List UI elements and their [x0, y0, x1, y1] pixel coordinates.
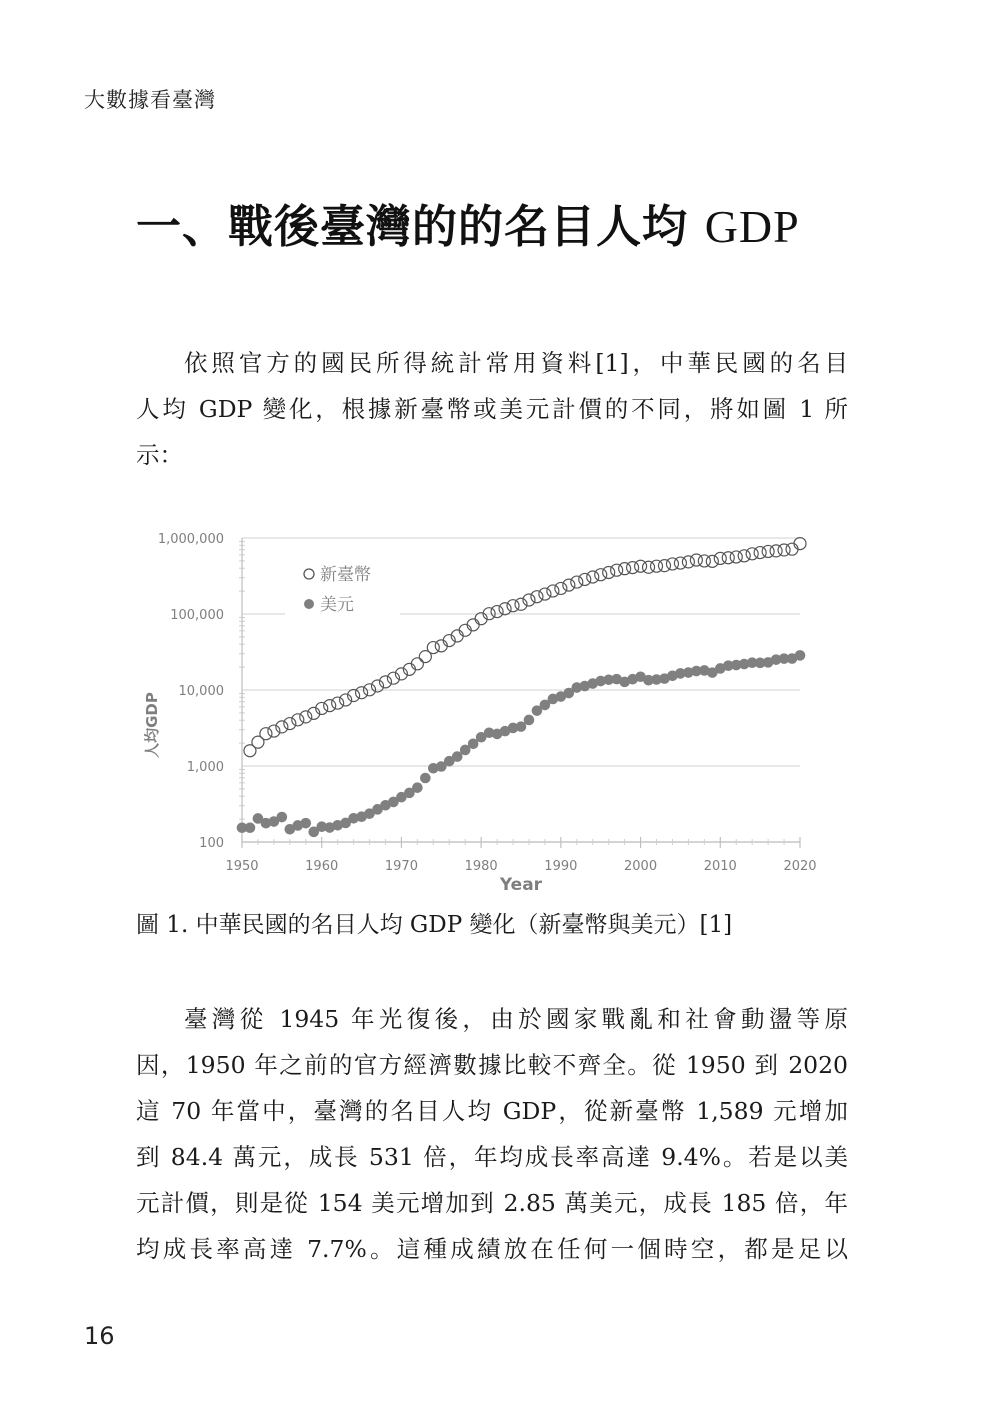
data-point-ntd: [595, 569, 607, 581]
data-point-ntd: [547, 585, 559, 597]
paragraph-line: 依照官方的國民所得統計常用資料[1]，中華民國的名目: [184, 349, 848, 377]
data-point-ntd: [324, 700, 336, 712]
data-point-ntd: [507, 600, 519, 612]
paragraph-line: 因，1950 年之前的官方經濟數據比較不齊全。從 1950 到 2020: [136, 1051, 848, 1079]
data-point-ntd: [579, 573, 591, 585]
paragraph-line: 示：: [136, 441, 183, 469]
x-tick-label: 1960: [305, 859, 339, 874]
paragraph-line: 人均 GDP 變化，根據新臺幣或美元計價的不同，將如圖 1 所: [136, 395, 848, 423]
paragraph-line: 臺灣從 1945 年光復後，由於國家戰亂和社會動盪等原: [184, 1005, 848, 1033]
y-tick-label: 100,000: [170, 608, 224, 623]
legend-hollow-circle-icon: [304, 569, 314, 579]
data-point-ntd: [284, 718, 296, 730]
data-point-ntd: [499, 603, 511, 615]
paragraph-intro: [136, 340, 848, 478]
x-tick-label: 1970: [384, 859, 418, 874]
data-point-ntd: [627, 562, 639, 574]
x-tick-label: 2000: [624, 859, 658, 874]
paragraph-body: [136, 996, 848, 1272]
x-tick-label: 2010: [703, 859, 737, 874]
paragraph-line: 均成長率高達 7.7%。這種成績放在任何一個時空，都是足以: [136, 1235, 848, 1263]
data-point-ntd: [260, 728, 272, 740]
data-point-ntd: [467, 619, 479, 631]
data-point-ntd: [300, 711, 312, 723]
data-point-usd: [524, 715, 535, 726]
data-point-ntd: [427, 642, 439, 654]
data-point-ntd: [794, 538, 806, 550]
x-tick-label: 2020: [783, 859, 817, 874]
figure-caption: 圖 1. 中華民國的名目人均 GDP 變化（新臺幣與美元）[1]: [136, 912, 733, 938]
data-point-ntd: [563, 579, 575, 591]
data-point-ntd: [459, 624, 471, 636]
data-point-ntd: [411, 658, 423, 670]
data-point-ntd: [603, 566, 615, 578]
y-tick-label: 1,000: [186, 760, 224, 775]
paragraph-line: 元計價，則是從 154 美元增加到 2.85 萬美元，成長 185 倍，年: [136, 1189, 848, 1217]
data-point-ntd: [332, 697, 344, 709]
data-point-usd: [412, 782, 423, 793]
y-axis-tick-labels: [158, 532, 224, 851]
gdp-chart-figure: [135, 520, 835, 900]
data-point-ntd: [658, 560, 670, 572]
data-point-ntd: [555, 582, 567, 594]
data-point-ntd: [356, 687, 368, 699]
data-point-ntd: [786, 543, 798, 555]
series-usd-markers: [237, 650, 806, 837]
y-tick-label: 10,000: [178, 684, 224, 699]
x-tick-label: 1990: [544, 859, 578, 874]
y-tick-label: 100: [199, 836, 224, 851]
running-header: 大數據看臺灣: [84, 88, 216, 112]
data-point-ntd: [738, 550, 750, 562]
legend-label-usd: 美元: [320, 595, 354, 615]
x-axis-label: Year: [499, 875, 543, 895]
data-point-ntd: [531, 591, 543, 603]
chapter-title-cjk: 一、戰後臺灣的的名目人均: [136, 200, 689, 253]
chart-legend: [285, 556, 400, 618]
data-point-usd: [420, 773, 431, 784]
data-point-ntd: [539, 588, 551, 600]
x-tick-label: 1980: [464, 859, 498, 874]
paragraph-line: 到 84.4 萬元，成長 531 倍，年均成長率高達 9.4%。若是以美: [136, 1143, 848, 1171]
y-tick-label: 1,000,000: [157, 532, 224, 547]
data-point-ntd: [746, 548, 758, 560]
data-point-ntd: [587, 571, 599, 583]
legend-filled-circle-icon: [304, 599, 314, 609]
gdp-scatter-chart: [135, 520, 835, 900]
data-point-usd: [300, 818, 311, 829]
data-point-usd: [795, 650, 806, 661]
data-point-ntd: [491, 606, 503, 618]
data-point-ntd: [682, 556, 694, 568]
data-point-usd: [277, 812, 288, 823]
x-tick-label: 1950: [225, 859, 259, 874]
page-number: 16: [84, 1322, 115, 1350]
chapter-title: [136, 190, 800, 255]
data-point-ntd: [706, 555, 718, 567]
data-point-ntd: [292, 714, 304, 726]
paragraph-line: 這 70 年當中，臺灣的名目人均 GDP，從新臺幣 1,589 元增加: [136, 1097, 848, 1125]
legend-label-ntd: 新臺幣: [320, 565, 371, 585]
x-axis-tick-labels: [225, 859, 816, 874]
data-point-usd: [245, 822, 256, 833]
data-point-ntd: [571, 576, 583, 588]
data-point-ntd: [611, 564, 623, 576]
chapter-title-latin: GDP: [704, 201, 800, 252]
y-axis-label: 人均GDP: [143, 692, 161, 758]
